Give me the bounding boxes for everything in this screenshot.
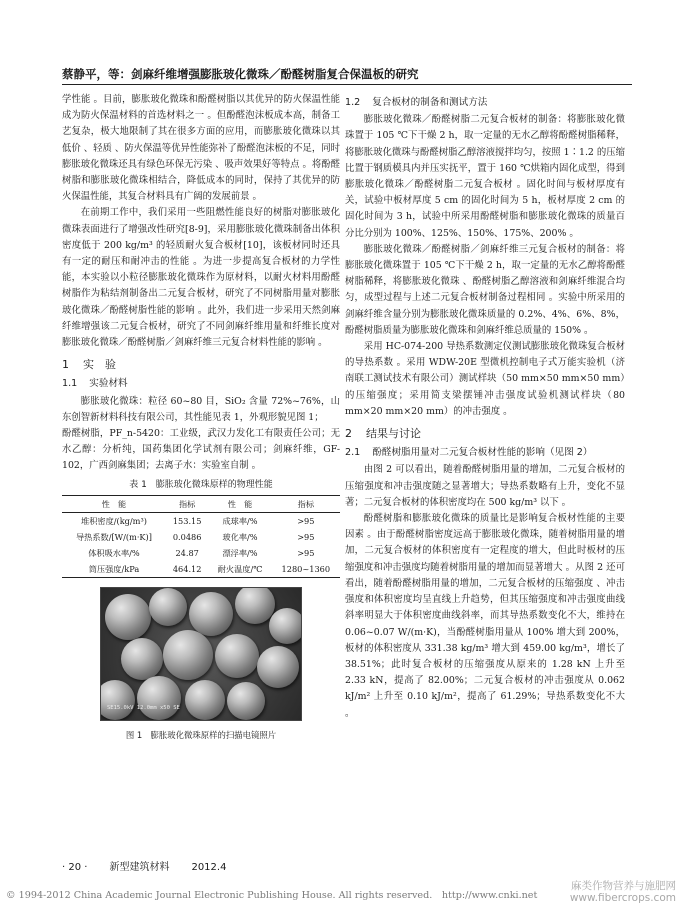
journal-name: 新型建筑材料: [109, 862, 170, 873]
figure-caption: 图 1 膨胀玻化微珠原样的扫描电镜照片: [125, 729, 277, 740]
table-header-row: [62, 495, 340, 512]
microsphere-particle: [149, 588, 187, 626]
section-title: 结果与讨论: [366, 427, 421, 441]
table-header-cell: 性 能: [208, 495, 271, 512]
table-cell: 成球率/%: [222, 515, 258, 526]
table-cell: 筒压强度/kPa: [62, 561, 166, 578]
table-row: [62, 512, 340, 529]
page-footer: [62, 858, 362, 873]
microsphere-particle: [215, 634, 259, 678]
watermark-line: 麻类作物营养与施肥网: [571, 880, 676, 892]
microsphere-particle: [105, 594, 151, 640]
section-number: 2: [345, 427, 352, 441]
subsection-heading: [62, 376, 340, 392]
table-header-cell: 指标: [272, 495, 340, 512]
properties-table: [62, 495, 340, 578]
microsphere-particle: [269, 608, 302, 644]
copyright-line: © 1994-2012 China Academic Journal Electronic Publishing House. All rights reserved. http://www.cnki.net: [6, 890, 538, 901]
watermark: [570, 880, 676, 904]
microsphere-particle: [257, 646, 299, 688]
microsphere-particle: [235, 587, 275, 624]
table-cell: 导热系数/[W/(m·K)]: [75, 531, 152, 542]
table-cell: >95: [297, 547, 315, 558]
running-header: 蔡静平，等：剑麻纤维增强膨胀玻化微珠／酚醛树脂复合保温板的研究: [62, 67, 419, 81]
section-heading: [62, 357, 340, 373]
paragraph: 膨胀玻化微珠／酚醛树脂／剑麻纤维三元复合板材的制备：将膨胀玻化微珠置于 105 ℃下干燥 2 h，取一定量的无水乙醇将酚醛树脂稀释，将膨胀玻化微珠 、酚醛树脂乙醇溶液和剑麻纤维混合均匀，成型过程与上述二元复合板材制备过程相同 。实验中所采用的剑麻纤维含量分别为膨胀玻化微珠质量的 0.2%、4%、6%、8%，酚醛树脂质量为膨胀玻化微珠和剑麻纤维总质量的 150% 。: [345, 243, 625, 336]
microsphere-particle: [185, 680, 225, 720]
sem-micrograph: [100, 587, 302, 721]
paragraph: 酚醛树脂，PF_n-5420：工业级，武汉力发化工有限责任公司；无水乙醇：分析纯，国药集团化学试剂有限公司；剑麻纤维，GF-102，广西剑麻集团；去离子水：实验室自制 。: [62, 428, 340, 472]
section-number: 1: [62, 358, 69, 372]
subsection-title: 酚醛树脂用量对二元复合板材性能的影响（见图 2）: [372, 447, 593, 459]
section-title: 实 验: [83, 358, 116, 372]
table-cell: >95: [297, 531, 315, 542]
section-heading: [345, 426, 625, 442]
subsection-heading: [345, 445, 625, 461]
table-row: [62, 545, 340, 561]
journal-issue: 2012.4: [191, 862, 227, 873]
paragraph: 由图 2 可以看出，随着酚醛树脂用量的增加，二元复合板材的压缩强度和冲击强度随之显著增大；导热系数略有上升，变化不显著；二元复合板材的体积密度均在 500 kg/m³ 以下 。: [345, 464, 625, 508]
table-cell: 24.87: [175, 547, 199, 558]
subsection-title: 复合板材的制备和测试方法: [372, 97, 488, 108]
microsphere-particle: [189, 592, 233, 636]
subsection-title: 实验材料: [89, 378, 128, 390]
table-cell: 1280~1360: [272, 561, 340, 578]
watermark-line: www.fibercrops.com: [569, 892, 676, 904]
paragraph: 采用 HC-074-200 导热系数测定仪测试膨胀玻化微珠复合板材的导热系数 。采用 WDW-20E 型微机控制电子式万能实验机（济南联工测试技术有限公司）测试样块（50 mm×50 mm×50 mm）的压缩强度；采用简支梁摆锤冲击强度试验机测试样块（80 mm×20 mm×20 mm）的冲击强度 。: [345, 341, 625, 417]
table-cell: 153.15: [172, 515, 202, 526]
paragraph: 膨胀玻化微珠／酚醛树脂二元复合板材的制备：将膨胀玻化微珠置于 105 ℃下干燥 2 h，取一定量的无水乙醇将酚醛树脂稀释，将膨胀玻化微珠与酚醛树脂乙醇溶液搅拌均匀，按照 1∶1.2 的压缩比置于钢质模具内并压实抚平，置于 160 ℃烘箱内固化成型，得到膨胀玻化微珠／酚醛树脂二元复合板材 。固化时间与板材厚度有关，试验中板材厚度 5 cm 的固化时间为 5 h，板材厚度 2 cm 的固化时间为 3 h，试验中所采用酚醛树脂和膨胀玻化微珠的质量百分比分别为 100%、125%、150%、175%、200% 。: [345, 114, 625, 239]
paragraph: 膨胀玻化微珠：粒径 60~80 目，SiO₂ 含量 72%~76%，山东创智新材料科技有限公司，其性能见表 1，外观形貌见图 1；: [62, 395, 340, 423]
table-cell: 耐火温度/℃: [208, 561, 271, 578]
table-cell: >95: [297, 515, 315, 526]
left-column: [62, 92, 340, 743]
subsection-number: 1.2: [345, 97, 361, 108]
table-cell: 堆积密度/(kg/m³): [81, 515, 147, 526]
paragraph: 在前期工作中，我们采用一些阻燃性能良好的树脂对膨胀玻化微珠表面进行了增强改性研究[8-9]，采用膨胀玻化微珠制备出体积密度低于 200 kg/m³ 的轻质耐火复合板材[10]，该板材同时还具有一定的耐压和耐冲击的性能 。为进一步提高复合板材的力学性能，本实验以小粒径膨胀玻化微珠作为原材料，以耐火材料用酚醛树脂作为粘结剂制备出二元复合板材，研究了不同树脂用量对膨胀玻化微珠／酚醛树脂性能的影响 。此外，我们进一步采用天然剑麻纤维增强该二元复合板材，研究了不同剑麻纤维用量和纤维长度对膨胀玻化微珠／酚醛树脂／剑麻纤维三元复合材料性能的影响 。: [62, 207, 340, 349]
paragraph: 酚醛树脂和膨胀玻化微珠的质量比是影响复合板材性能的主要因素 。由于酚醛树脂密度远高于膨胀玻化微珠，随着树脂用量的增加，二元复合板材的体积密度有一定程度的增大，但此时板材的压缩强度和冲击强度均随着树脂用量的增加而显著增大 。从图 2 还可看出，随着酚醛树脂用量的增加，二元复合板材的压缩强度 、冲击强度和体积密度均呈直线上升趋势，但其压缩强度和冲击强度曲线斜率明显大于体积密度曲线斜率，而其导热系数变化不大，维持在 0.06~0.07 W/(m·K)，当酚醛树脂用量从 100% 增大到 200%，板材的体积密度从 331.38 kg/m³ 增大到 459.00 kg/m³，增长了 38.51%；此时复合板材的压缩强度从原来的 1.28 kN 上升至 2.33 kN，提高了 82.00%；二元复合板材的冲击强度从 0.062 kJ/m² 上升至 0.10 kJ/m²，提高了 61.29%；导热系数变化不大 。: [345, 513, 625, 719]
microsphere-particle: [227, 682, 265, 720]
table-cell: 464.12: [166, 561, 208, 578]
microsphere-particle: [121, 638, 163, 680]
table-cell: 体积吸水率/%: [88, 547, 140, 558]
microsphere-particle: [163, 630, 213, 680]
header-rule: [62, 84, 632, 85]
table-header-cell: 性 能: [62, 495, 166, 512]
page-number: · 20 ·: [62, 862, 88, 873]
table-cell: 0.0486: [172, 531, 202, 542]
table-row: [62, 561, 340, 578]
subsection-number: 1.1: [62, 378, 78, 390]
table-title: 表 1 膨胀玻化微珠原样的物理性能: [129, 479, 273, 490]
right-column: [345, 92, 625, 722]
subsection-number: 2.1: [345, 447, 361, 459]
subsection-heading: [345, 95, 625, 111]
table-cell: 漂浮率/%: [222, 547, 258, 558]
table-cell: 玻化率/%: [222, 531, 258, 542]
micrograph-scale-text: SE15.0kV 12.0mm x50 SE: [107, 704, 180, 711]
table-row: [62, 529, 340, 545]
paragraph: 学性能 。目前，膨胀玻化微珠和酚醛树脂以其优异的防火保温性能成为防火保温材料的首选材料之一 。但酚醛泡沫板成本高，制备工艺复杂，极大地限制了其在很多方面的应用，而膨胀玻化微珠以其低价 、轻质 、防火保温等优异性能弥补了酚醛泡沫板的不足，同时膨胀玻化微珠还具有绿色环保无污染 、吸声效果好等特点 。将酚醛树脂和膨胀玻化微珠相结合，降低成本的同时，保持了其优异的防火保温性能，其复合材料具有广阔的发展前景 。: [62, 94, 340, 203]
table-header-cell: 指标: [166, 495, 208, 512]
